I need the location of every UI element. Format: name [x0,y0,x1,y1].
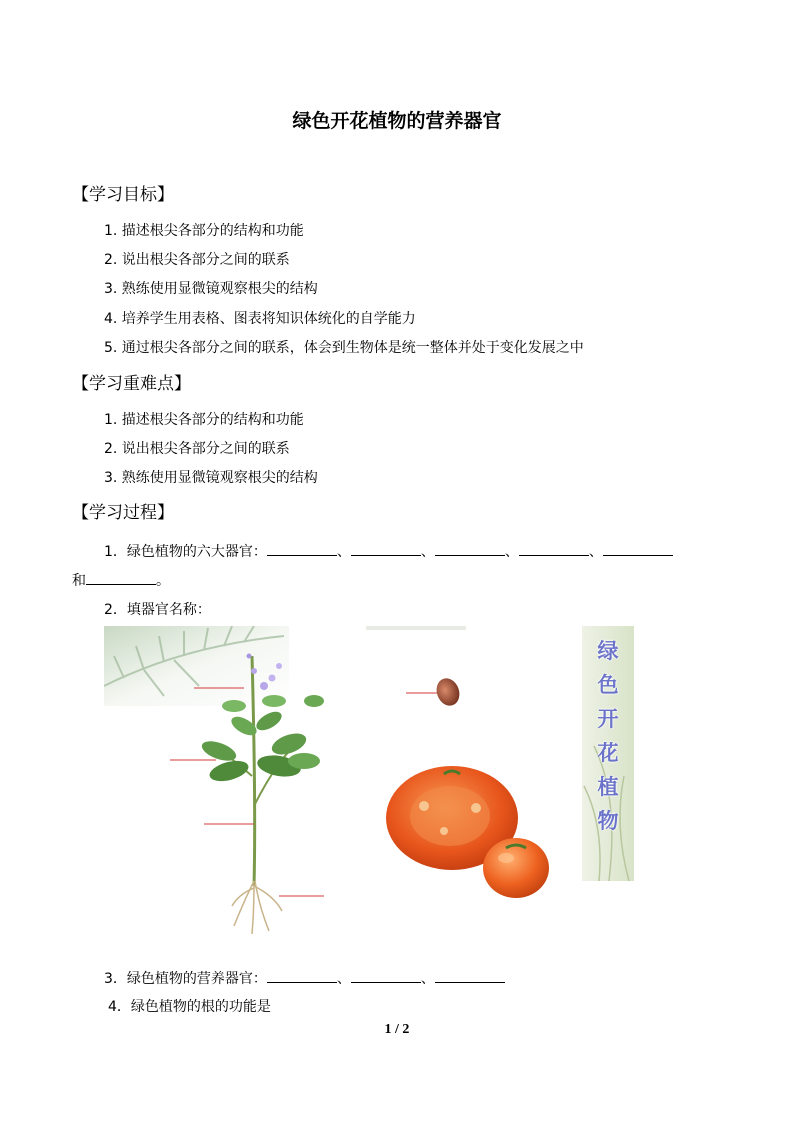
section-heading-process: 【学习过程】 [72,503,174,523]
banner-char: 植 [597,775,619,799]
answer-blank[interactable] [351,968,421,983]
separator: 、 [420,544,435,560]
answer-blank[interactable] [435,541,505,556]
answer-blank[interactable] [351,541,421,556]
goal-item-1: 1. 描述根尖各部分的结构和功能 [104,223,304,239]
banner-char: 花 [597,741,619,765]
question-4-text: 4．绿色植物的根的功能是 [108,999,271,1015]
section-heading-goals: 【学习目标】 [72,185,174,205]
goal-item-5: 5. 通过根尖各部分之间的联系，体会到生物体是统一整体并处于变化发展之中 [104,340,584,356]
question-1-continued [72,570,170,590]
banner-text [582,634,634,838]
question-3 [104,968,505,988]
answer-blank[interactable] [267,968,337,983]
banner-char: 绿 [597,639,619,663]
goal-item-4: 4. 培养学生用表格、图表将知识体统化的自学能力 [104,311,416,327]
banner-char: 物 [597,809,619,833]
goal-item-3: 3. 熟练使用显微镜观察根尖的结构 [104,281,318,297]
question-1-text: 1．绿色植物的六大器官： [104,544,267,560]
photo-strip [366,626,466,630]
separator: 、 [588,544,603,560]
banner-char: 开 [597,707,619,731]
answer-blank[interactable] [603,541,673,556]
separator: 、 [504,544,519,560]
key-point-item-3: 3. 熟练使用显微镜观察根尖的结构 [104,470,318,486]
question-1-and: 和 [72,573,86,589]
page-title: 绿色开花植物的营养器官 [292,110,502,132]
answer-blank[interactable] [267,541,337,556]
question-1 [104,541,673,561]
page-number: 1 / 2 [384,1022,410,1037]
question-3-text: 3．绿色植物的营养器官： [104,971,267,987]
separator: 、 [336,544,351,560]
section-heading-key-points: 【学习重难点】 [72,374,191,394]
answer-blank[interactable] [435,968,505,983]
goal-item-2: 2. 说出根尖各部分之间的联系 [104,252,290,268]
key-point-item-1: 1. 描述根尖各部分的结构和功能 [104,412,304,428]
question-1-end: 。 [156,573,170,589]
key-point-item-2: 2. 说出根尖各部分之间的联系 [104,441,290,457]
separator: 、 [336,971,351,987]
banner-char: 色 [597,673,619,697]
seed-image [433,675,463,709]
answer-blank[interactable] [86,570,156,585]
organ-figure [104,626,634,936]
answer-blank[interactable] [519,541,589,556]
separator: 、 [420,971,435,987]
tomato-whole-image [483,838,549,898]
question-2-text: 2．填器官名称： [104,602,211,618]
organ-illustration [104,626,634,936]
